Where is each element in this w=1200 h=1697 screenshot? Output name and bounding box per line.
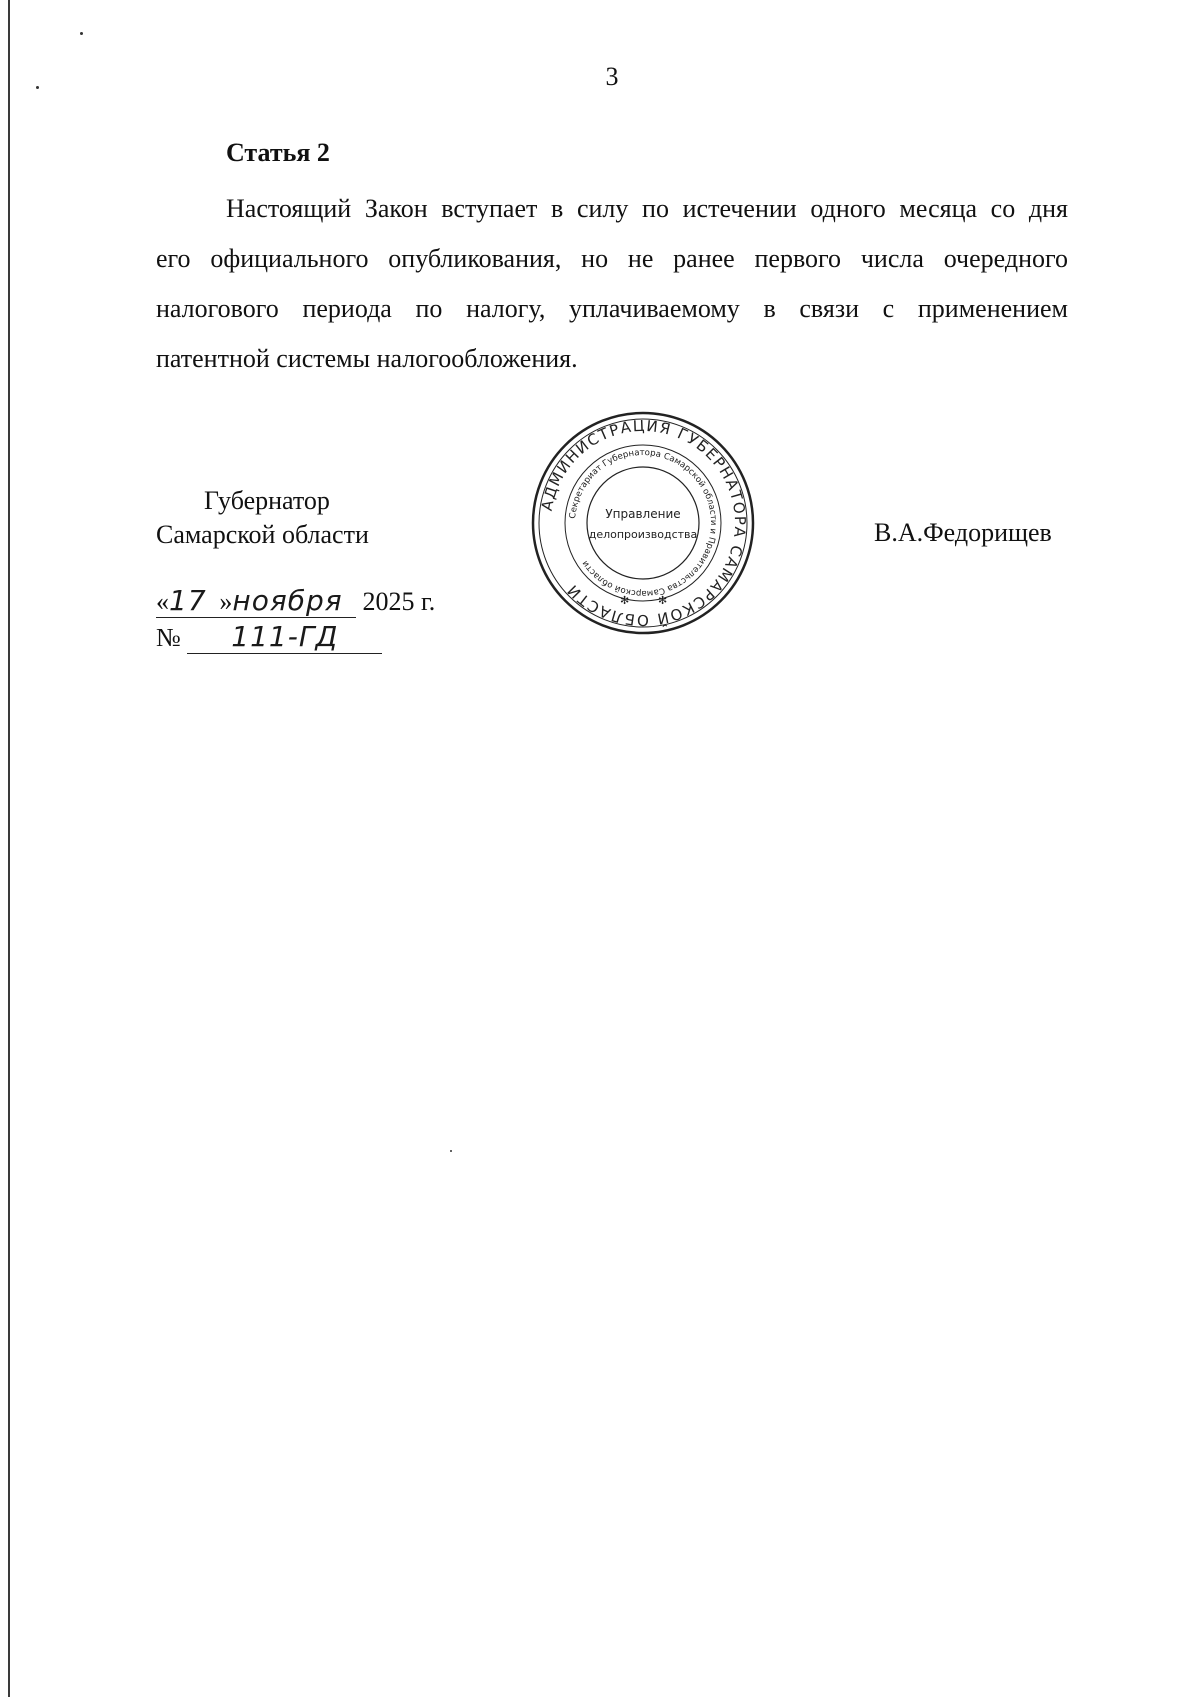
signatory-title [156, 484, 369, 552]
seal-inner-text: Секретариат Губернатора Самарской области и Правительства Самарской области [568, 447, 719, 599]
seal-center-line: делопроизводства [588, 528, 698, 541]
law-number [156, 620, 382, 654]
article-line: налогового периода по налогу, уплачиваемому в связи с применением [156, 294, 1068, 323]
official-seal [528, 408, 758, 638]
article-line: Настоящий Закон вступает в силу по истечении одного месяца со дня [226, 194, 1068, 223]
seal-star-icon: ✻ [658, 594, 668, 607]
scan-left-edge [8, 0, 10, 1697]
date-close-quote: » [219, 587, 233, 616]
seal-outer-text: АДМИНИСТРАЦИЯ ГУБЕРНАТОРА САМАРСКОЙ ОБЛАСТИ [537, 416, 750, 630]
signatory-title-line: Самарской области [156, 520, 369, 549]
signer-name: В.А.Федорищев [874, 518, 1052, 547]
number-field [187, 620, 382, 654]
date-day-field [156, 584, 206, 618]
scan-speck [80, 32, 83, 35]
date-open-quote: « [156, 587, 169, 616]
page-number: 3 [605, 62, 619, 91]
seal-star-icon: ✻ [620, 594, 630, 607]
scan-speck [450, 1150, 452, 1152]
law-date [156, 584, 435, 618]
article-heading: Статья 2 [226, 138, 330, 167]
article-line: патентной системы налогообложения. [156, 344, 578, 373]
seal-center-line: Управление [605, 507, 681, 521]
signatory-title-line: Губернатор [204, 486, 330, 515]
date-day-handwritten: 17 [169, 584, 207, 617]
date-month-field [206, 584, 356, 618]
article-line: его официального опубликования, но не ранее первого числа очередного [156, 244, 1068, 273]
article-body [156, 184, 1068, 384]
date-month-handwritten: ноября [232, 584, 343, 617]
number-label: № [156, 623, 181, 652]
number-handwritten: 111-ГД [231, 620, 339, 653]
date-year: 2025 г. [362, 587, 436, 616]
